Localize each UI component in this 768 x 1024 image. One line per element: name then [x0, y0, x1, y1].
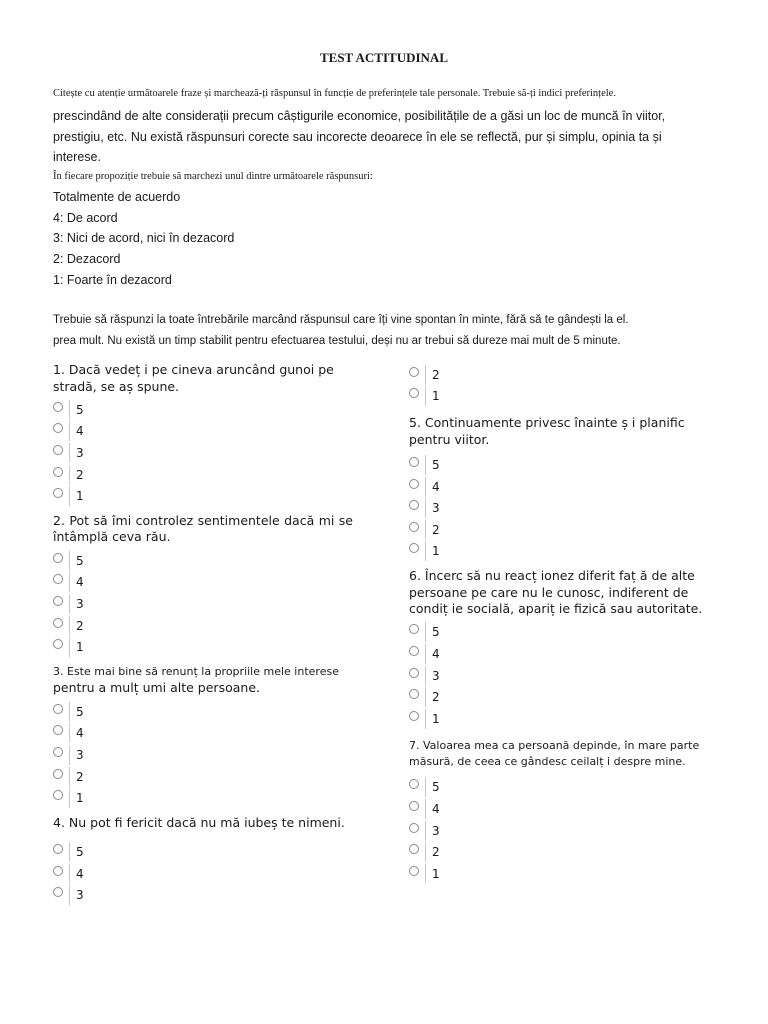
option-5[interactable] [53, 701, 353, 723]
left-column [53, 362, 353, 906]
option-3[interactable] [53, 885, 353, 907]
radio-icon[interactable] [53, 618, 63, 628]
divider [425, 777, 426, 797]
option-1[interactable] [409, 863, 709, 885]
radio-icon[interactable] [53, 402, 63, 412]
radio-icon[interactable] [53, 553, 63, 563]
option-3[interactable] [53, 593, 353, 615]
radio-icon[interactable] [53, 467, 63, 477]
option-label: 1 [76, 489, 84, 504]
divider [425, 477, 426, 497]
rules-line: prea mult. Nu există un timp stabilit pentru efectuarea testului, deși nu ar trebui să dureze mai mult de 5 minute. [53, 335, 621, 347]
divider [69, 788, 70, 808]
divider [69, 723, 70, 743]
question-3-line-2: pentru a mulț umi alte persoane. [53, 680, 260, 696]
divider [69, 616, 70, 636]
option-2[interactable] [409, 686, 709, 708]
divider [69, 885, 70, 905]
divider [425, 864, 426, 884]
option-label: 4 [76, 424, 84, 439]
divider [69, 551, 70, 571]
option-label: 5 [432, 625, 440, 640]
radio-icon[interactable] [53, 704, 63, 714]
divider [425, 386, 426, 406]
question-4-options-continued [409, 364, 709, 407]
divider [69, 702, 70, 722]
option-4[interactable] [53, 863, 353, 885]
divider [69, 864, 70, 884]
right-column [409, 364, 709, 885]
question-4: 4. Nu pot fi fericit dacă nu mă iubeș te nimeni. [53, 814, 345, 830]
divider [69, 637, 70, 657]
question-6: 6. Încerc să nu reacț ionez diferit faț ă de alte persoane pe care nu le cunosc, indiferent de condiț ie socială, apariț ie fizică sau autoritate. [409, 568, 703, 617]
option-5[interactable] [409, 777, 709, 799]
radio-icon[interactable] [409, 500, 419, 510]
question-7-line-1: 7. Valoarea mea ca persoană depinde, în mare parte [409, 738, 700, 752]
divider [425, 687, 426, 707]
radio-icon[interactable] [409, 844, 419, 854]
option-label: 2 [76, 769, 84, 784]
option-5[interactable] [53, 841, 353, 863]
option-4[interactable] [409, 643, 709, 665]
radio-icon[interactable] [53, 639, 63, 649]
option-label: 1 [432, 544, 440, 559]
rules-line: Trebuie să răspunzi la toate întrebările marcând răspunsul care îți vine spontan în minte, fără să te gândești la el. [53, 314, 629, 326]
radio-icon[interactable] [409, 543, 419, 553]
question-5: 5. Continuamente privesc înainte ș i planific pentru viitor. [409, 415, 685, 447]
divider [425, 455, 426, 475]
option-label: 2 [76, 467, 84, 482]
option-2[interactable] [409, 519, 709, 541]
option-2[interactable] [53, 766, 353, 788]
rules-text [53, 310, 713, 352]
option-label: 5 [76, 553, 84, 568]
option-4[interactable] [409, 798, 709, 820]
radio-icon[interactable] [409, 479, 419, 489]
option-4[interactable] [53, 572, 353, 594]
scale-item: 3: Nici de acord, nici în dezacord [53, 231, 235, 246]
intro-line: Citește cu atenție următoarele fraze și marchează-ți răspunsul în funcție de preferințele tale personale. Trebuie să-ți indici preferințele. [53, 88, 616, 99]
radio-icon[interactable] [53, 887, 63, 897]
option-1[interactable] [409, 708, 709, 730]
radio-icon[interactable] [409, 646, 419, 656]
divider [69, 400, 70, 420]
option-label: 3 [76, 888, 84, 903]
radio-icon[interactable] [53, 844, 63, 854]
option-3[interactable] [409, 497, 709, 519]
option-1[interactable] [53, 636, 353, 658]
divider [69, 745, 70, 765]
option-label: 1 [76, 791, 84, 806]
radio-icon[interactable] [53, 725, 63, 735]
scale-item: 2: Dezacord [53, 252, 121, 267]
radio-icon[interactable] [53, 866, 63, 876]
divider [425, 498, 426, 518]
radio-icon[interactable] [53, 445, 63, 455]
option-label: 2 [432, 845, 440, 860]
divider [69, 842, 70, 862]
option-1[interactable] [53, 787, 353, 809]
question-5-options [409, 454, 709, 562]
option-label: 5 [432, 780, 440, 795]
radio-icon[interactable] [409, 624, 419, 634]
option-2[interactable] [53, 615, 353, 637]
radio-icon[interactable] [409, 388, 419, 398]
option-3[interactable] [409, 665, 709, 687]
option-label: 4 [432, 479, 440, 494]
option-label: 1 [432, 711, 440, 726]
instruction-text: În fiecare propoziție trebuie să marchezi unul dintre următoarele răspunsuri: [53, 171, 373, 182]
question-3-line-1: 3. Este mai bine să renunț la propriile mele interese [53, 664, 339, 678]
option-label: 2 [432, 522, 440, 537]
option-4[interactable] [409, 476, 709, 498]
radio-icon[interactable] [409, 522, 419, 532]
radio-icon[interactable] [409, 668, 419, 678]
divider [425, 622, 426, 642]
option-label: 5 [76, 845, 84, 860]
option-label: 3 [76, 747, 84, 762]
divider [69, 486, 70, 506]
option-label: 4 [76, 575, 84, 590]
answer-scale [53, 187, 713, 291]
question-2-options [53, 550, 353, 658]
radio-icon[interactable] [53, 574, 63, 584]
radio-icon[interactable] [409, 689, 419, 699]
option-2[interactable] [409, 841, 709, 863]
option-5[interactable] [409, 454, 709, 476]
intro-paragraph: prescindând de alte considerații precum câștigurile economice, posibilitățile de a găsi un loc de muncă în viitor, prestigiu, etc. Nu există răspunsuri corecte sau incorecte deoarece în ele se reflectă, pur și simplu, opinia ta și interese. [53, 109, 666, 164]
divider [69, 443, 70, 463]
option-2[interactable] [53, 464, 353, 486]
option-label: 2 [432, 690, 440, 705]
divider [425, 842, 426, 862]
option-1[interactable] [409, 386, 709, 408]
radio-icon[interactable] [53, 790, 63, 800]
option-label: 3 [432, 668, 440, 683]
divider [425, 709, 426, 729]
option-2[interactable] [409, 364, 709, 386]
scale-item: 1: Foarte în dezacord [53, 272, 172, 287]
radio-icon[interactable] [409, 457, 419, 467]
option-label: 5 [76, 704, 84, 719]
option-1[interactable] [53, 485, 353, 507]
question-6-options [409, 622, 709, 730]
divider [425, 799, 426, 819]
radio-icon[interactable] [53, 423, 63, 433]
option-5[interactable] [53, 550, 353, 572]
option-label: 4 [76, 726, 84, 741]
page-title: TEST ACTITUDINAL [319, 50, 448, 65]
divider [425, 520, 426, 540]
radio-icon[interactable] [53, 769, 63, 779]
question-7-options [409, 777, 709, 885]
radio-icon[interactable] [409, 367, 419, 377]
option-3[interactable] [409, 820, 709, 842]
radio-icon[interactable] [53, 747, 63, 757]
option-1[interactable] [409, 541, 709, 563]
radio-icon[interactable] [53, 488, 63, 498]
radio-icon[interactable] [409, 711, 419, 721]
divider [69, 767, 70, 787]
divider [69, 594, 70, 614]
radio-icon[interactable] [409, 823, 419, 833]
radio-icon[interactable] [409, 866, 419, 876]
option-4[interactable] [53, 723, 353, 745]
option-label: 3 [76, 445, 84, 460]
divider [69, 572, 70, 592]
option-label: 2 [76, 618, 84, 633]
question-1-options [53, 399, 353, 507]
option-3[interactable] [53, 442, 353, 464]
option-label: 5 [432, 457, 440, 472]
option-label: 4 [432, 802, 440, 817]
radio-icon[interactable] [409, 779, 419, 789]
scale-item: Totalmente de acuerdo [53, 190, 181, 204]
option-label: 4 [76, 866, 84, 881]
question-7-line-2: măsură, de ceea ce gândesc ceilalț i despre mine. [409, 755, 686, 769]
divider [69, 421, 70, 441]
radio-icon[interactable] [53, 596, 63, 606]
option-label: 3 [432, 501, 440, 516]
question-3-options [53, 701, 353, 809]
divider [425, 821, 426, 841]
option-label: 2 [432, 367, 440, 382]
radio-icon[interactable] [409, 801, 419, 811]
option-4[interactable] [53, 421, 353, 443]
option-label: 3 [76, 596, 84, 611]
scale-item: 4: De acord [53, 210, 118, 225]
question-2: 2. Pot să îmi controlez sentimentele dacă mi se întâmplă ceva rău. [53, 512, 353, 545]
option-5[interactable] [53, 399, 353, 421]
divider [425, 666, 426, 686]
divider [425, 541, 426, 561]
option-5[interactable] [409, 622, 709, 644]
divider [425, 365, 426, 385]
question-4-options [53, 841, 353, 906]
option-label: 1 [432, 389, 440, 404]
divider [69, 465, 70, 485]
question-1: 1. Dacă vedeț i pe cineva aruncând gunoi pe stradă, se aș spune. [53, 362, 334, 394]
option-label: 1 [76, 640, 84, 655]
option-3[interactable] [53, 744, 353, 766]
option-label: 5 [76, 402, 84, 417]
option-label: 3 [432, 823, 440, 838]
divider [425, 644, 426, 664]
option-label: 4 [432, 647, 440, 662]
option-label: 1 [432, 866, 440, 881]
